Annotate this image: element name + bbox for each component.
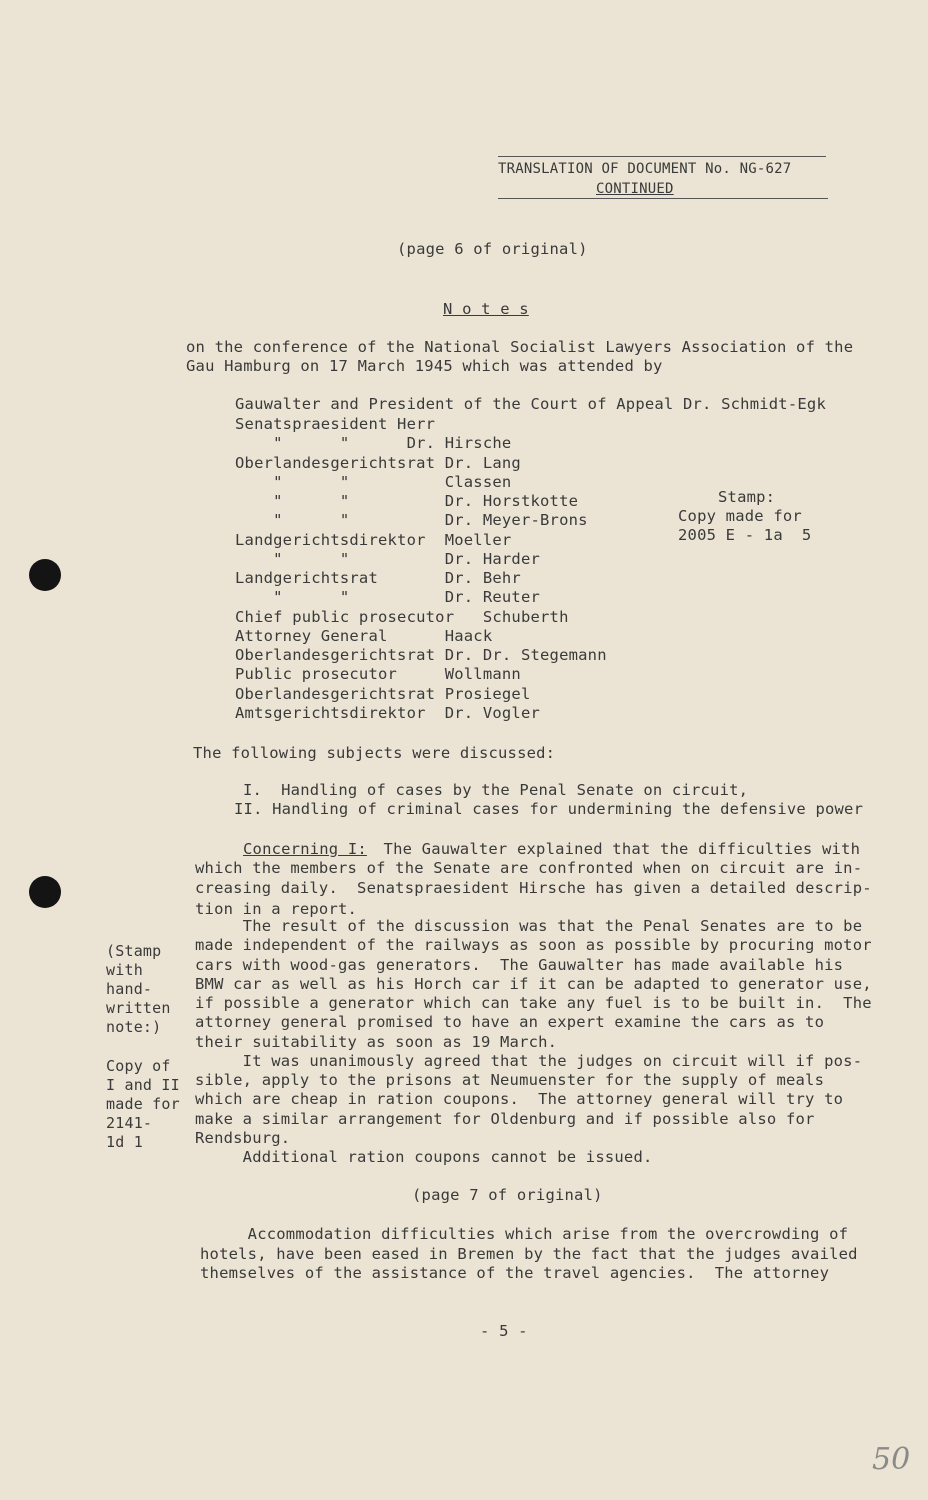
- page-number: - 5 -: [480, 1322, 528, 1340]
- tail-line: themselves of the assistance of the travel agencies. The attorney: [200, 1264, 830, 1282]
- subject-item: II. Handling of criminal cases for undermining the defensive power: [234, 800, 864, 818]
- attendee-line: " " Dr. Harder: [235, 550, 541, 568]
- attendee-line: " " Dr. Horstkotte: [235, 492, 579, 510]
- concerning-rest: The Gauwalter explained that the difficulties with: [374, 840, 861, 858]
- body-line: if possible a generator which can take any fuel is to be built in. The: [195, 994, 872, 1012]
- subject-item: I. Handling of cases by the Penal Senate on circuit,: [243, 781, 749, 799]
- attendee-line: " " Classen: [235, 473, 512, 491]
- stamp-line: Copy made for: [678, 507, 802, 525]
- attendee-line: " " Dr. Reuter: [235, 588, 541, 606]
- stamp-line: 2005 E - 1a 5: [678, 526, 812, 544]
- body-line: attorney general promised to have an expert examine the cars as to: [195, 1013, 825, 1031]
- attendee-line: Public prosecutor Wollmann: [235, 665, 521, 683]
- header-rule-bottom: [498, 198, 828, 199]
- margin-note-line: 2141-: [106, 1114, 153, 1132]
- body-line: The result of the discussion was that the Penal Senates are to be: [195, 917, 863, 935]
- document-subtitle: CONTINUED: [596, 181, 674, 197]
- body-line: It was unanimously agreed that the judges on circuit will if pos-: [195, 1052, 863, 1070]
- margin-note-line: hand-: [106, 980, 153, 998]
- body-line: which the members of the Senate are confronted when on circuit are in-: [195, 859, 863, 877]
- tail-line: Accommodation difficulties which arise from the overcrowding of: [200, 1225, 849, 1243]
- body-line: sible, apply to the prisons at Neumuenster for the supply of meals: [195, 1071, 825, 1089]
- page-reference-bottom: (page 7 of original): [412, 1186, 603, 1204]
- intro-line: on the conference of the National Socialist Lawyers Association of the: [186, 338, 854, 356]
- attendee-line: Oberlandesgerichtsrat Prosiegel: [235, 685, 531, 703]
- attendee-line: Amtsgerichtsdirektor Dr. Vogler: [235, 704, 541, 722]
- margin-note-line: written: [106, 999, 171, 1017]
- tail-line: hotels, have been eased in Bremen by the fact that the judges availed: [200, 1245, 858, 1263]
- attendee-line: Attorney General Haack: [235, 627, 493, 645]
- attendee-line: " " Dr. Meyer-Brons: [235, 511, 588, 529]
- attendee-line: Gauwalter and President of the Court of Appeal Dr. Schmidt-Egk: [235, 395, 826, 413]
- attendee-line: Oberlandesgerichtsrat Dr. Dr. Stegemann: [235, 646, 607, 664]
- body-line: BMW car as well as his Horch car if it can be adapted to generator use,: [195, 975, 872, 993]
- punch-hole-top: [29, 559, 61, 591]
- body-line: make a similar arrangement for Oldenburg and if possible also for: [195, 1110, 815, 1128]
- concerning-label: Concerning I:: [243, 840, 367, 858]
- margin-note-line: note:): [106, 1018, 162, 1036]
- body-line: cars with wood-gas generators. The Gauwalter has made available his: [195, 956, 844, 974]
- body-line: which are cheap in ration coupons. The attorney general will try to: [195, 1090, 844, 1108]
- body-line: their suitability as soon as 19 March.: [195, 1033, 558, 1051]
- header-rule-top: [498, 156, 826, 157]
- attendee-line: Landgerichtsdirektor Moeller: [235, 531, 512, 549]
- notes-heading: N o t e s: [443, 300, 529, 318]
- subjects-intro: The following subjects were discussed:: [193, 744, 556, 762]
- margin-note-line: Copy of: [106, 1057, 171, 1075]
- attendee-line: Chief public prosecutor Schuberth: [235, 608, 569, 626]
- margin-note-line: made for: [106, 1095, 180, 1113]
- body-line: Additional ration coupons cannot be issued.: [195, 1148, 653, 1166]
- document-title: TRANSLATION OF DOCUMENT No. NG-627: [498, 161, 792, 177]
- attendee-line: Landgerichtsrat Dr. Behr: [235, 569, 521, 587]
- margin-note-line: with: [106, 961, 143, 979]
- margin-note-line: (Stamp: [106, 942, 162, 960]
- page-reference-top: (page 6 of original): [397, 240, 588, 258]
- stamp-line: Stamp:: [718, 488, 776, 506]
- body-line: made independent of the railways as soon as possible by procuring motor: [195, 936, 872, 954]
- body-line: Rendsburg.: [195, 1129, 291, 1147]
- attendee-line: " " Dr. Hirsche: [235, 434, 512, 452]
- handwritten-page-number: 50: [872, 1442, 911, 1477]
- body-line: creasing daily. Senatspraesident Hirsche has given a detailed descrip-: [195, 879, 872, 897]
- margin-note-line: I and II: [106, 1076, 180, 1094]
- attendee-line: Oberlandesgerichtsrat Dr. Lang: [235, 454, 521, 472]
- intro-line: Gau Hamburg on 17 March 1945 which was attended by: [186, 357, 663, 375]
- body-line: tion in a report.: [195, 900, 358, 918]
- margin-note-line: 1d 1: [106, 1133, 143, 1151]
- punch-hole-bottom: [29, 876, 61, 908]
- attendee-line: Senatspraesident Herr: [235, 415, 436, 433]
